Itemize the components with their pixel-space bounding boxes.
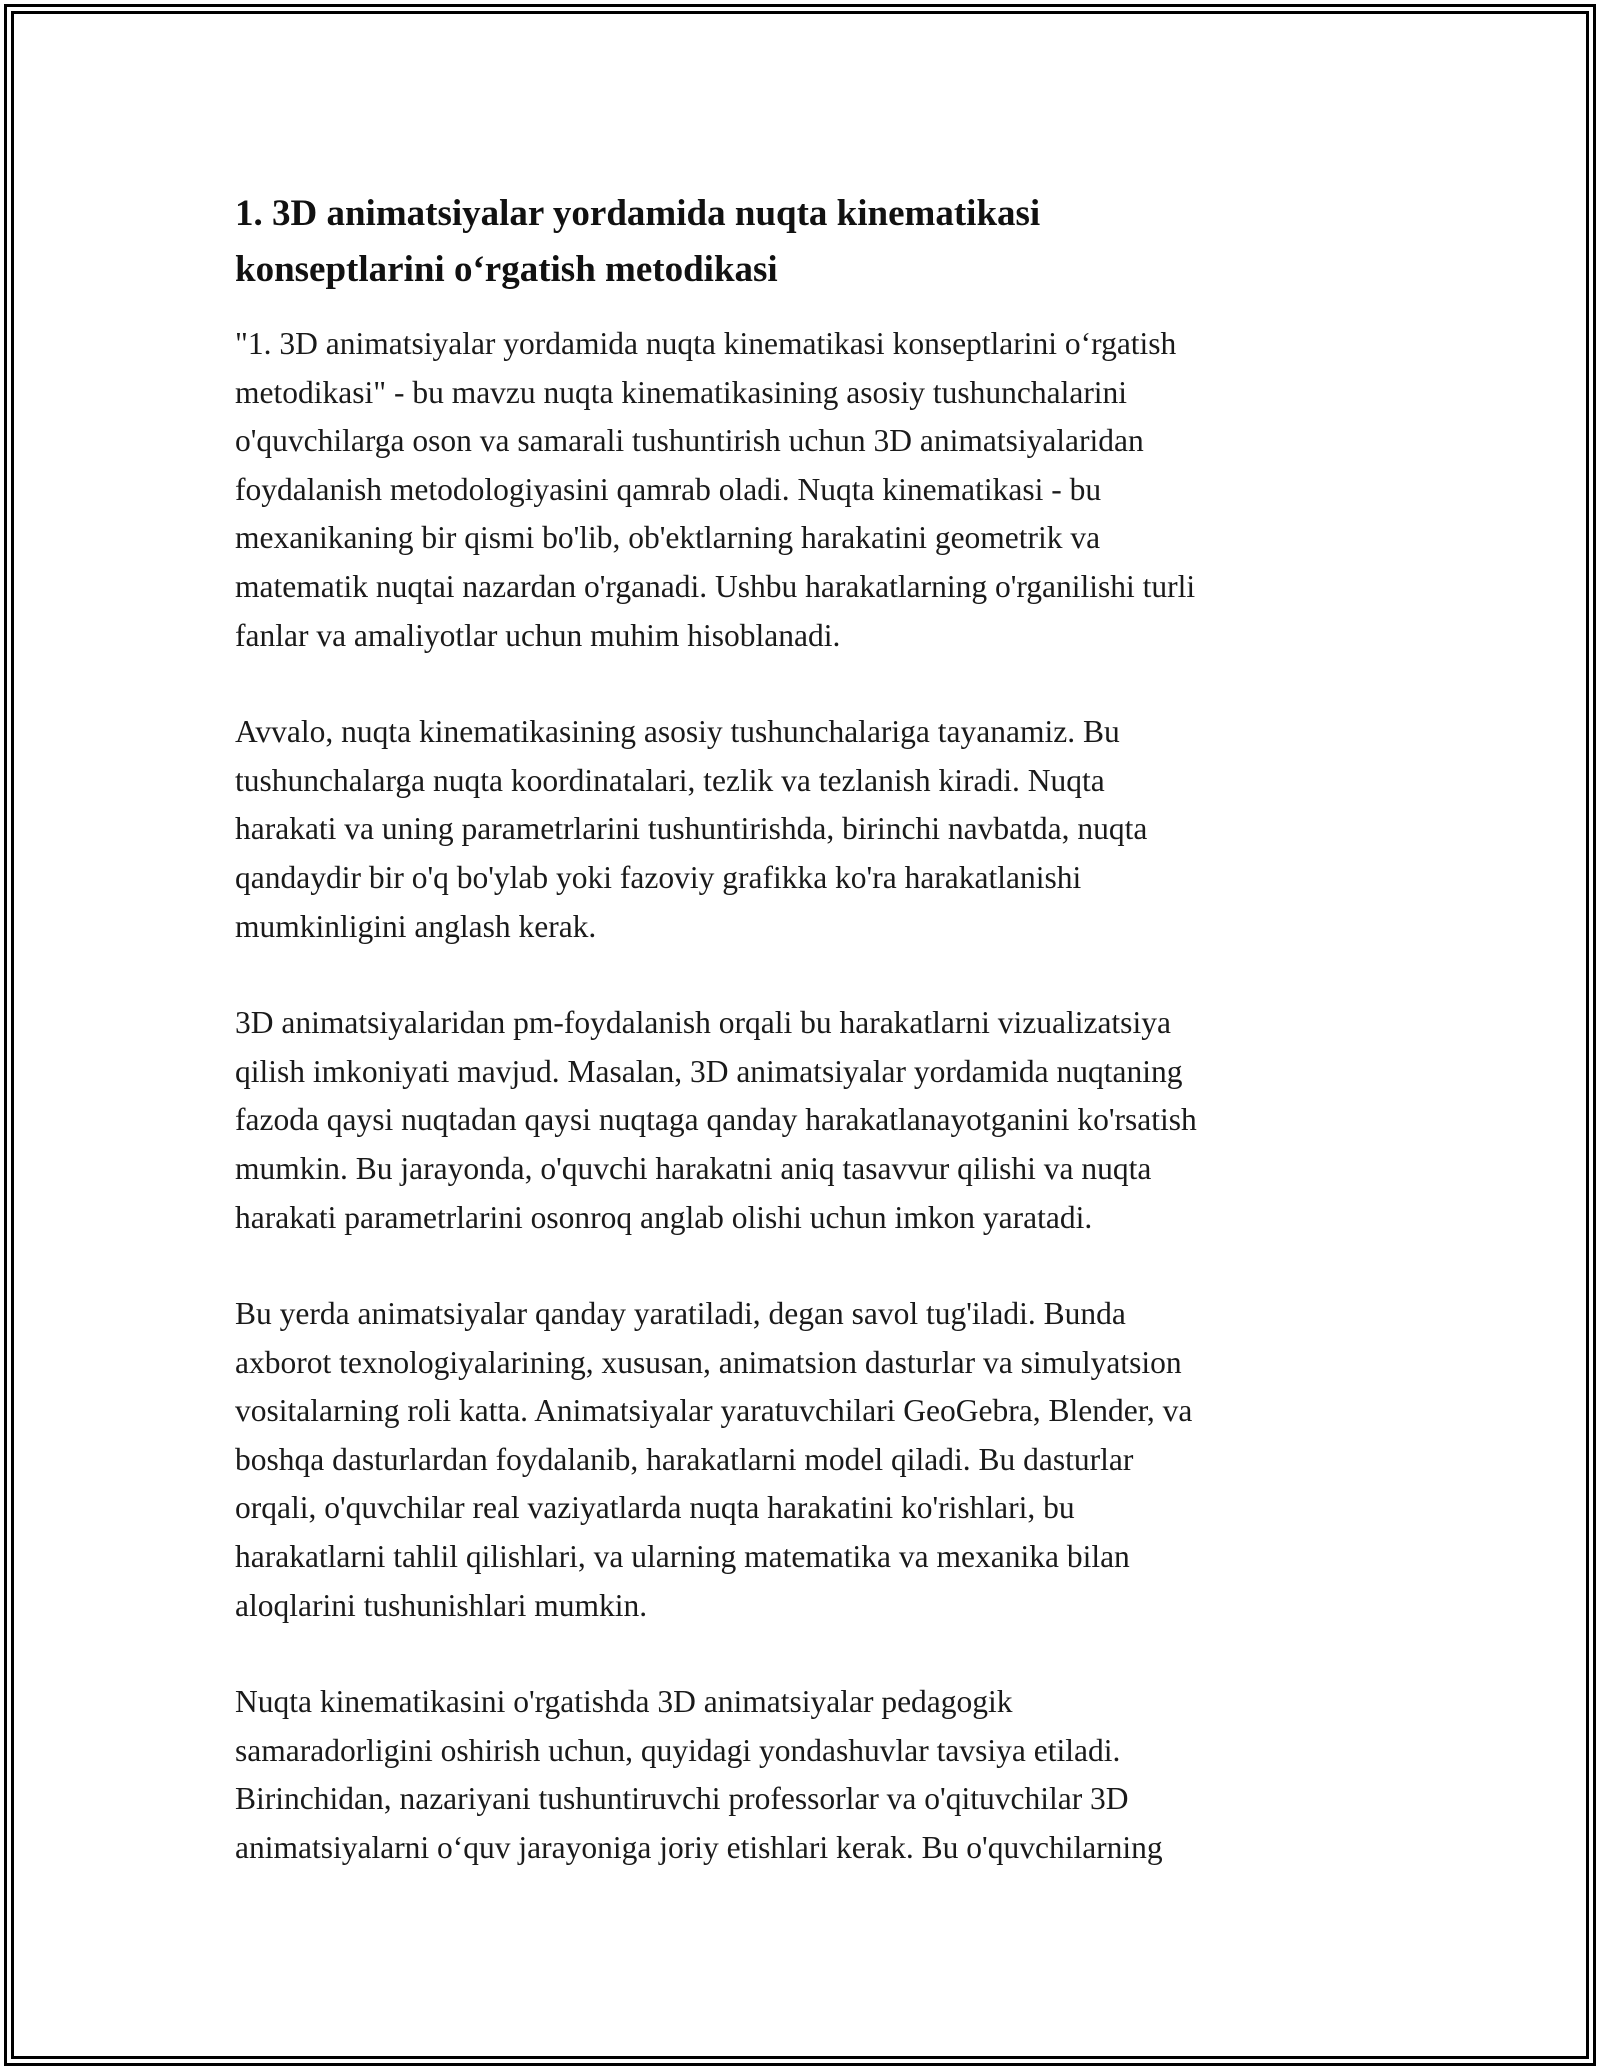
paragraph xyxy=(235,999,1365,1242)
document-body xyxy=(235,186,1365,1921)
text-line: qilish imkoniyati mavjud. Masalan, 3D animatsiyalar yordamida nuqtaning xyxy=(235,1053,1183,1089)
text-line: mexanikaning bir qismi bo'lib, ob'ektlarning harakatini geometrik va xyxy=(235,520,1101,556)
text-line: aloqlarini tushunishlari mumkin. xyxy=(235,1587,648,1623)
text-line: samaradorligini oshirish uchun, quyidagi yondashuvlar tavsiya etiladi. xyxy=(235,1732,1121,1768)
text-line: tushunchalarga nuqta koordinatalari, tezlik va tezlanish kiradi. Nuqta xyxy=(235,762,1105,798)
text-line: 3D animatsiyalaridan pm-foydalanish orqali bu harakatlarni vizualizatsiya xyxy=(235,1005,1171,1041)
text-line: matematik nuqtai nazardan o'rganadi. Ushbu harakatlarning o'rganilishi turli xyxy=(235,568,1196,604)
text-line: mumkinligini anglash kerak. xyxy=(235,908,597,944)
text-line: mumkin. Bu jarayonda, o'quvchi harakatni aniq tasavvur qilishi va nuqta xyxy=(235,1150,1152,1186)
text-line: "1. 3D animatsiyalar yordamida nuqta kinematikasi konseptlarini o‘rgatish xyxy=(235,326,1177,361)
text-line: axborot texnologiyalarining, xususan, animatsion dasturlar va simulyatsion xyxy=(235,1344,1182,1380)
text-line: o'quvchilarga oson va samarali tushuntirish uchun 3D animatsiyalaridan xyxy=(235,423,1144,459)
text-line: foydalanish metodologiyasini qamrab oladi. Nuqta kinematikasi - bu xyxy=(235,471,1102,507)
document-title xyxy=(235,186,1365,298)
text-line: harakati va uning parametrlarini tushuntirishda, birinchi navbatda, nuqta xyxy=(235,811,1148,847)
text-line: qandaydir bir o'q bo'ylab yoki fazoviy grafikka ko'ra harakatlanishi xyxy=(235,859,1082,895)
text-line: harakatlarni tahlil qilishlari, va ularning matematika va mexanika bilan xyxy=(235,1539,1130,1575)
text-line: fanlar va amaliyotlar uchun muhim hisoblanadi. xyxy=(235,617,841,653)
text-line: metodikasi" - bu mavzu nuqta kinematikasining asosiy tushunchalarini xyxy=(235,374,1128,410)
paragraph xyxy=(235,320,1365,660)
paragraph xyxy=(235,1678,1365,1872)
text-line: harakati parametrlarini osonroq anglab olishi uchun imkon yaratadi. xyxy=(235,1199,1093,1235)
text-line: animatsiyalarni o‘quv jarayoniga joriy etishlari kerak. Bu o'quvchilarning xyxy=(235,1830,1163,1866)
text-line: vositalarning roli katta. Animatsiyalar yaratuvchilari GeoGebra, Blender, va xyxy=(235,1393,1193,1429)
text-line: boshqa dasturlardan foydalanib, harakatlarni model qiladi. Bu dasturlar xyxy=(235,1441,1134,1477)
paragraph xyxy=(235,708,1365,951)
paragraph xyxy=(235,1290,1365,1630)
text-line: Birinchidan, nazariyani tushuntiruvchi professorlar va o'qituvchilar 3D xyxy=(235,1781,1129,1817)
text-line: fazoda qaysi nuqtadan qaysi nuqtaga qanday harakatlanayotganini ko'rsatish xyxy=(235,1102,1197,1138)
text-line: Bu yerda animatsiyalar qanday yaratiladi, degan savol tug'iladi. Bunda xyxy=(235,1296,1126,1332)
text-line: Nuqta kinematikasini o'rgatishda 3D animatsiyalar pedagogik xyxy=(235,1684,1013,1720)
text-line: Avvalo, nuqta kinematikasining asosiy tushunchalariga tayanamiz. Bu xyxy=(235,714,1120,750)
title-line: 1. 3D animatsiyalar yordamida nuqta kinematikasi xyxy=(235,193,1041,234)
title-line: konseptlarini o‘rgatish metodikasi xyxy=(235,249,778,290)
text-line: orqali, o'quvchilar real vaziyatlarda nuqta harakatini ko'rishlari, bu xyxy=(235,1490,1075,1526)
